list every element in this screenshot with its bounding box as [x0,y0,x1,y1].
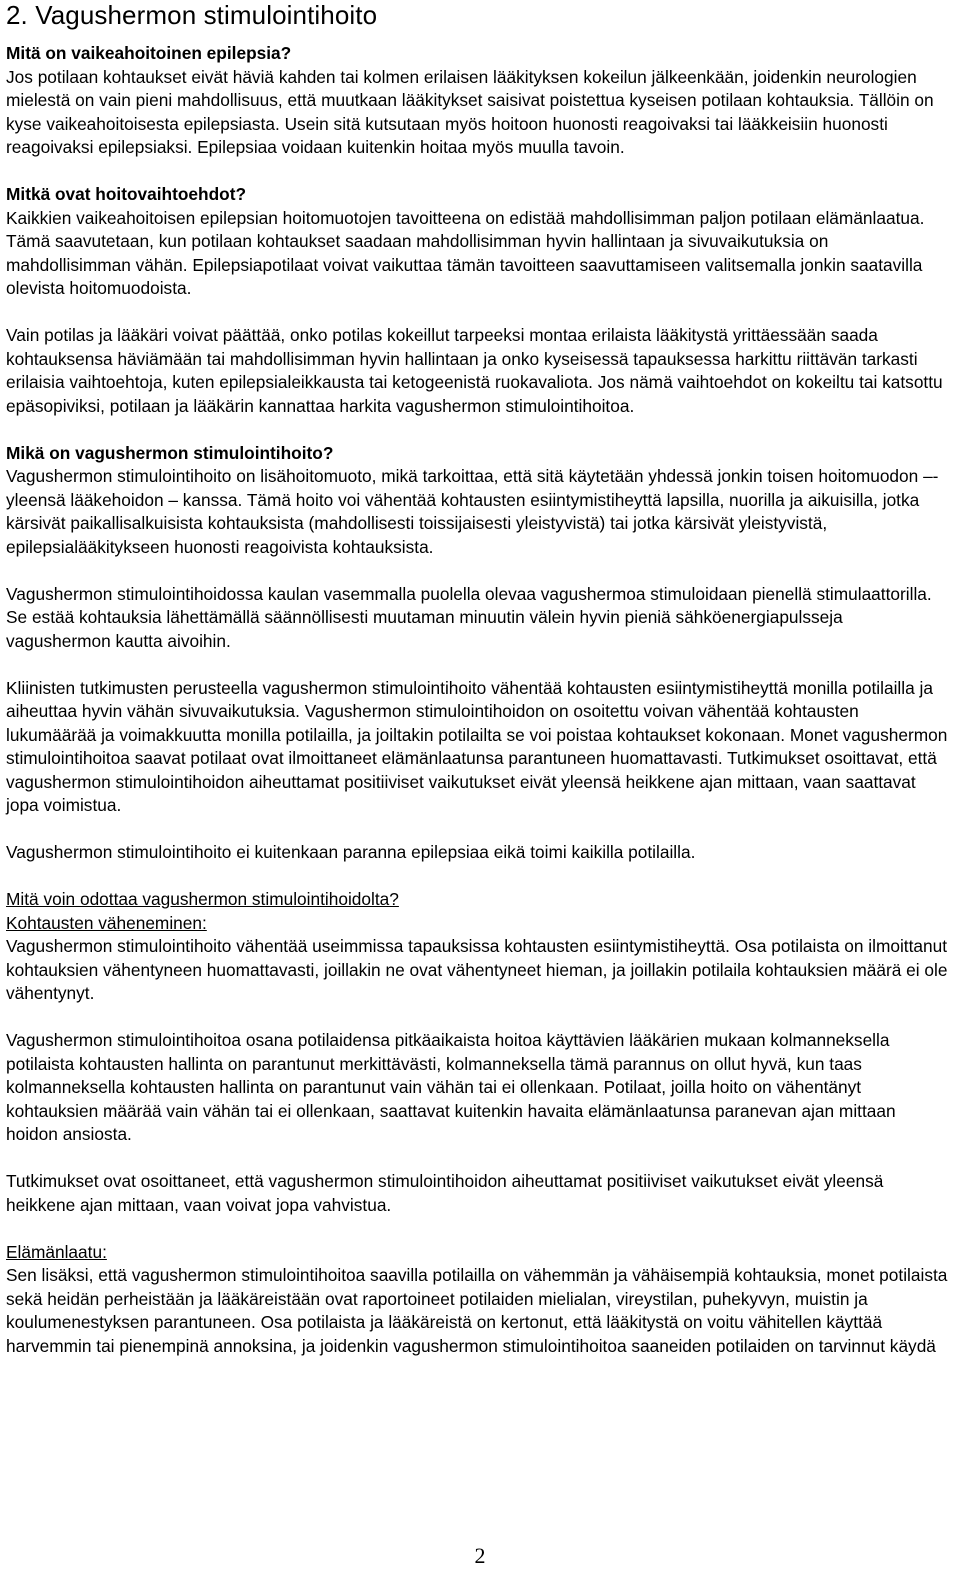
heading-treatment-options: Mitkä ovat hoitovaihtoehdot? [6,184,247,204]
paragraph-refractory-epilepsy: Jos potilaan kohtaukset eivät häviä kahden tai kolmen erilaisen lääkityksen kokeilun jälkeenkään, joidenkin neurologien mielestä on vain pieni mahdollisuus, että muutkaan lääkitykset saisivat poistettua kyseisen potilaan kohtauksia. Tällöin on kyse vaikeahoitoisesta epilepsiasta. Usein sitä kutsutaan myös hoitoon huonosti reagoivaksi tai lääkkeisiin huonosti reagoivaksi epilepsiaksi. Epilepsiaa voidaan kuitenkin hoitaa myös muulla tavoin. [6,66,934,157]
heading-what-is-vns: Mikä on vagushermon stimulointihoito? [6,442,334,463]
paragraph-lasting-effects: Tutkimukset ovat osoittaneet, että vagushermon stimulointihoidon aiheuttamat positiiviset vaikutukset eivät yleensä heikkene ajan mittaan, vaan voivat jopa vahvistua. [6,1171,884,1215]
heading-what-is-refractory-epilepsy: Mitä on vaikeahoitoinen epilepsia? [6,43,292,63]
subheading-quality-of-life: Elämänlaatu: [6,1241,107,1262]
subheading-seizure-reduction: Kohtausten väheneminen: [6,912,207,933]
page-title: 2. Vagushermon stimulointihoito [6,0,378,30]
paragraph-vns-intro: Vagushermon stimulointihoito on lisähoitomuoto, mikä tarkoittaa, että sitä käytetään yhdessä jonkin toisen hoitomuodon –- yleensä lääkehoidon – kanssa. Tämä hoito voi vähentää kohtausten esiintymistiheyttä lapsilla, nuorilla ja aikuisilla, jotka kärsivät paikallisalkuisista kohtauksista (mahdollisesti toissijaisesti yleistyvistä) tai jotka kärsivät yleistyvistä, epilepsialääkitykseen huonosti reagoivista kohtauksista. [6,466,939,557]
paragraph-seizure-reduction: Vagushermon stimulointihoito vähentää useimmissa tapauksissa kohtausten esiintymistiheyttä. Osa potilaista on ilmoittanut kohtauksien vähentyneen huomattavasti, joillakin ne ovat vähentyneet hieman, ja joillakin potilaila kohtauksien määrä ei ole vähentynyt. [6,936,948,1003]
paragraph-vns-mechanism: Vagushermon stimulointihoidossa kaulan vasemmalla puolella olevaa vagushermoa stimuloidaan pienellä stimulaattorilla. Se estää kohtauksia lähettämällä säännöllisesti muutaman minuutin välein hyvin pieniä sähköenergiapulsseja vagushermon kautta aivoihin. [6,583,932,651]
paragraph-treatment-goals: Kaikkien vaikeahoitoisen epilepsian hoitomuotojen tavoitteena on edistää mahdollisimman paljon potilaan elämänlaatua. Tämä saavutetaan, kun potilaan kohtaukset saadaan mahdollisimman hyvin hallintaan ja sivuvaikutuksia on mahdollisimman vähän. Epilepsiapotilaat voivat vaikuttaa tämän tavoitteen saavuttamiseen valitsemalla jonkin saatavilla olevista hoitomuodoista. [6,207,925,298]
paragraph-long-term-results: Vagushermon stimulointihoitoa osana potilaidensa pitkäaikaista hoitoa käyttävien lääkärien mukaan kolmanneksella potilaista kohtausten hallinta on parantunut merkittävästi, kolmanneksella tämä parannus on ollut hyvä, kun taas kolmanneksella kohtausten hallinta on parantunut vain vähän tai ei ollenkaan. Potilaat, joilla hoito on vähentänyt kohtauksien määrää vain vähän tai ei ollenkaan, saattavat kuitenkin havaita elämänlaatunsa paranevan ajan mittaan hoidon ansiosta. [6,1030,896,1144]
paragraph-patient-doctor-decision: Vain potilas ja lääkäri voivat päättää, onko potilas kokeillut tarpeeksi montaa erilaista lääkitystä yrittäessään saada kohtauksensa häviämään tai mahdollisimman hyvin hallintaan ja onko kyseisessä tapauksessa harkittu riittävän tarkasti erilaisia vaihtoehtoja, kuten epilepsialeikkausta tai ketogeenistä ruokavaliota. Jos nämä vaihtoehdot on kokeiltu tai katsottu epäsopiviksi, potilaan ja lääkärin kannattaa harkita vagushermon stimulointihoitoa. [6,325,943,416]
page-number: 2 [474,1543,486,1568]
paragraph-vns-limitation: Vagushermon stimulointihoito ei kuitenkaan paranna epilepsiaa eikä toimi kaikilla potilailla. [6,842,696,862]
paragraph-clinical-studies: Kliinisten tutkimusten perusteella vagushermon stimulointihoito vähentää kohtausten esiintymistiheyttä monilla potilailla ja aiheuttaa hyvin vähän sivuvaikutuksia. Vagushermon stimulointihoidon on osoitettu voivan vähentää kohtausten lukumäärää ja voimakkuutta monilla potilailla, ja joiltakin potilailta se voi poistaa kohtaukset kokonaan. Monet vagushermon stimulointihoitoa saavat potilaat ovat ilmoittaneet elämänlaatunsa parantuneen huomattavasti. Tutkimukset osoittavat, että vagushermon stimulointihoidon aiheuttamat positiiviset vaikutukset eivät yleensä heikkene ajan mittaan, vaan saattavat jopa voimistua. [6,677,948,815]
page-content [6,0,950,1358]
paragraph-quality-of-life: Sen lisäksi, että vagushermon stimulointihoitoa saavilla potilailla on vähemmän ja vähäisempiä kohtauksia, monet potilaista sekä heidän perheistään ja lääkäreistään ovat raportoineet potilaiden mielialan, vireystilan, puhekyvyn, muistin ja koulumenestyksen parantuneen. Osa potilaista ja lääkäreistä on kertonut, että lääkitystä on voitu vähitellen käyttää harvemmin tai pienempinä annoksina, ja joidenkin vagushermon stimulointihoitoa saaneiden potilaiden on tarvinnut käydä [6,1265,948,1356]
section-epilepsy [6,42,950,1358]
heading-what-to-expect: Mitä voin odottaa vagushermon stimulointihoidolta? [6,889,399,909]
